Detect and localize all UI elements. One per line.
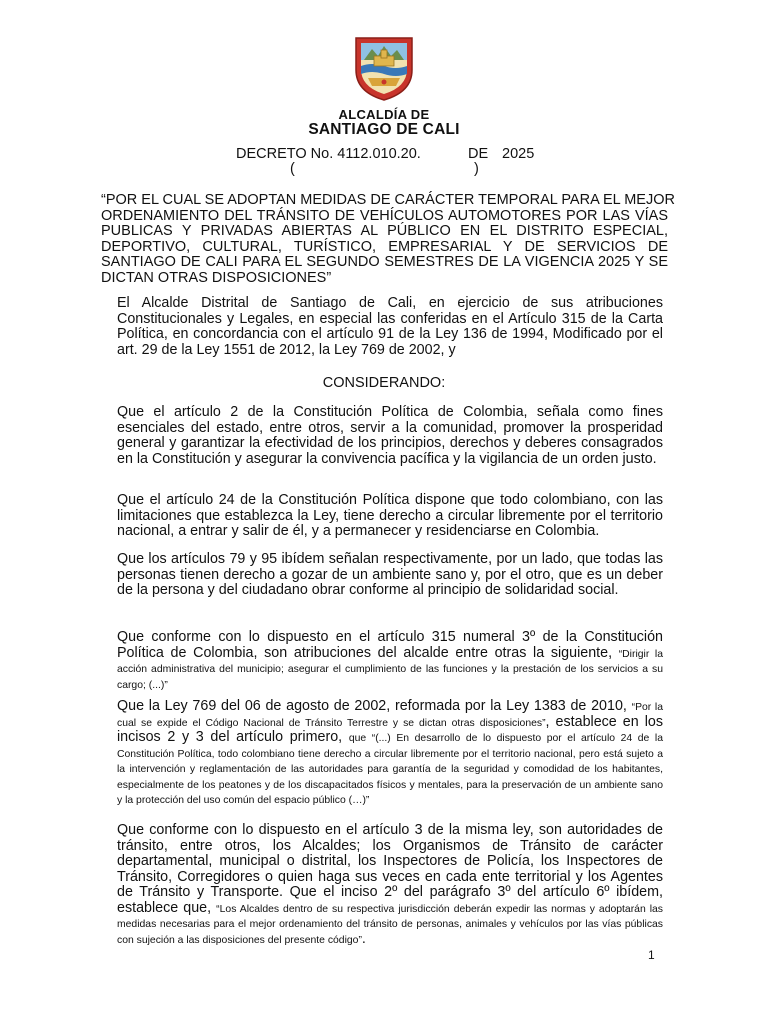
paragraph-4-quote: “Dirigir la acción administrativa del municipio; asegurar el cumplimiento de las funciones y la prestación de los servicios a su cargo; (...)” xyxy=(117,648,663,691)
page-number: 1 xyxy=(648,948,655,962)
decree-paren-open: ( xyxy=(290,161,295,177)
paragraph-5-text-a: Que la Ley 769 del 06 de agosto de 2002, reformada por la Ley 1383 de 2010, xyxy=(117,698,632,714)
considerando-paragraph-5 xyxy=(117,699,663,808)
paragraph-6-quote: “Los Alcaldes dentro de su respectiva jurisdicción deberán expedir las normas y adoptarán las medidas necesarias para el mejor ordenamiento del tránsito de personas, animales y vehículos por las vías públicas con sujeción a las disposiciones del presente código” xyxy=(117,903,663,946)
paragraph-6-end: . xyxy=(361,930,366,947)
considerando-paragraph-2: Que el artículo 24 de la Constitución Política dispone que todo colombiano, con las limitaciones que establezca la Ley, tiene derecho a circular libremente por el territorio nacional, a entrar y salir de él, y a permanecer y residenciarse en Colombia. xyxy=(117,492,663,539)
title-line: SANTIAGO DE CALI PARA EL SEGUNDO SEMESTRES DE LA VIGENCIA 2025 Y SE xyxy=(101,254,668,271)
title-line: ORDENAMIENTO DEL TRÁNSITO DE VEHÍCULOS AUTOMOTORES POR LAS VÍAS xyxy=(101,207,668,224)
considerando-paragraph-6 xyxy=(117,823,663,947)
letterhead xyxy=(300,34,468,138)
preamble-paragraph: El Alcalde Distrital de Santiago de Cali, en ejercicio de sus atribuciones Constitucionales y Legales, en especial las conferidas en el Artículo 315 de la Carta Política, en concordancia con el artículo 91 de la Ley 136 de 1994, Modificado por el art. 29 de la Ley 1551 de 2012, la Ley 769 de 2002, y xyxy=(117,295,663,358)
decree-number: DECRETO No. 4112.010.20. xyxy=(236,146,421,162)
considerando-paragraph-3: Que los artículos 79 y 95 ibídem señalan respectivamente, por un lado, que todas las personas tienen derecho a gozar de un ambiente sano y, por el otro, que es un deber de la persona y del ciudadano obrar conforme al principio de solidaridad social. xyxy=(117,551,663,598)
paragraph-5-quote-a: “Por la cual se expide el Código Nacional de Tránsito Terrestre y se dictan otras disposiciones” xyxy=(117,702,663,729)
considerando-paragraph-4 xyxy=(117,630,663,692)
seal-text-city: SANTIAGO DE CALI xyxy=(308,121,460,138)
title-line: DICTAN OTRAS DISPOSICIONES” xyxy=(101,269,332,286)
decree-year: 2025 xyxy=(502,146,535,162)
title-line: PUBLICAS Y PRIVADAS ABIERTAS AL PÚBLICO EN EL DISTRITO ESPECIAL, xyxy=(101,223,668,240)
decree-paren-close: ) xyxy=(474,161,479,177)
decree-de-label: DE xyxy=(468,146,489,162)
considerando-heading: CONSIDERANDO: xyxy=(322,375,446,391)
paragraph-5-quote-b: que “(...) En desarrollo de lo dispuesto por el artículo 24 de la Constitución Política, todo colombiano tiene derecho a circular libremente por el territorio nacional, pero está sujeto a la intervención y reglamentación de las autoridades para garantía de la seguridad y comodidad de los habitantes, especialmente de los peatones y de los discapacitados físicos y mentales, para la preservación de un ambiente sano y la protección del uso común del espacio público (…)” xyxy=(117,733,663,806)
title-line: “POR EL CUAL SE ADOPTAN MEDIDAS DE CARÁCTER TEMPORAL PARA EL MEJOR xyxy=(101,192,675,208)
title-line: DEPORTIVO, CULTURAL, TURÍSTICO, EMPRESARIAL Y DE SERVICIOS DE xyxy=(101,238,668,255)
seal-text-alcaldia: ALCALDÍA DE xyxy=(338,107,430,122)
paragraph-6-text: Que conforme con lo dispuesto en el artículo 3 de la misma ley, son autoridades de tránsito, entre otros, los Alcaldes; los Organismos de Tránsito de carácter departamental, municipal o distrital, los Inspectores de Policía, los Inspectores de Tránsito, Corregidores o quien haga sus veces en cada ente territorial y los Agentes de Tránsito y Transporte. Que el inciso 2º del parágrafo 3º del artículo 6º ibídem, establece que, xyxy=(117,822,663,916)
city-seal-logo xyxy=(350,34,418,102)
considerando-paragraph-1: Que el artículo 2 de la Constitución Política de Colombia, señala como fines esenciales del estado, entre otros, servir a la comunidad, promover la prosperidad general y garantizar la efectividad de los principios, derechos y deberes consagrados en la Constitución y asegurar la convivencia pacífica y la vigilancia de un orden justo. xyxy=(117,404,663,467)
paragraph-5-text-b: , establece en los incisos 2 y 3 del artículo primero, xyxy=(117,713,663,745)
decree-title xyxy=(101,192,675,287)
paragraph-4-text: Que conforme con lo dispuesto en el artículo 315 numeral 3º de la Constitución Política de Colombia, son atribuciones del alcalde entre otras la siguiente, xyxy=(117,629,663,661)
